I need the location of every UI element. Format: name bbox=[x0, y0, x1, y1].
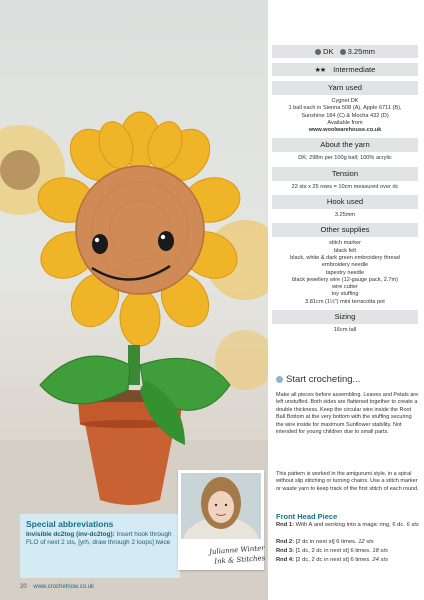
supply-item: toy stuffing bbox=[331, 291, 359, 298]
yarn-weight-hook-row bbox=[272, 45, 418, 58]
sizing-text: 16cm tall bbox=[333, 327, 357, 334]
hook-used-heading: Hook used bbox=[272, 195, 418, 209]
yarn-weight: DK bbox=[315, 47, 334, 56]
designer-portrait bbox=[181, 473, 261, 539]
round-1: Rnd 1: With A and working into a magic ring, 6 dc. 6 sts bbox=[276, 522, 419, 528]
abbreviation-definition: Insert hook through FLO of next 2 sts, [yrh, draw through 2 loops] twice bbox=[26, 531, 172, 546]
about-yarn-heading: About the yarn bbox=[272, 138, 418, 152]
front-head-heading: Front Head Piece bbox=[276, 512, 338, 521]
sizing-heading: Sizing bbox=[272, 310, 418, 324]
supply-item: black, white & dark green embroidery thread bbox=[290, 254, 400, 261]
hook-used-text: 3.25mm bbox=[334, 212, 356, 219]
abbreviation-entry bbox=[26, 531, 174, 547]
supply-item: embroidery needle bbox=[321, 262, 369, 269]
supply-item: 3.81cm (1½") mini terracotta pot bbox=[305, 298, 385, 305]
start-crocheting-heading: Start crocheting... bbox=[276, 374, 360, 385]
yarn-used-text: Cygnet DK 1 ball each in Sienna 508 (A), Apple 6711 (B), Sunshine 184 (C) & Mocha 432 (D) Available from www.woolwarehouse.co.uk bbox=[288, 98, 402, 134]
bullet-icon bbox=[276, 376, 283, 383]
round-2: Rnd 2: [2 dc in next st] 6 times. 12 sts bbox=[276, 539, 374, 545]
abbreviations-heading: Special abbreviations bbox=[26, 519, 114, 529]
page-number: 20 bbox=[20, 584, 27, 590]
difficulty-stars-icon: ★★ bbox=[314, 66, 326, 74]
supply-item: stitch marker bbox=[328, 240, 361, 247]
supply-item: black felt bbox=[333, 247, 357, 254]
footer-website: www.crochetnow.co.uk bbox=[33, 584, 95, 590]
yarn-ball-icon bbox=[315, 49, 321, 55]
special-abbreviations-box bbox=[20, 514, 180, 578]
other-supplies-list bbox=[272, 240, 418, 306]
designer-name: Julianne Winter bbox=[208, 544, 265, 557]
yarn-website-link[interactable]: www.woolwarehouse.co.uk bbox=[308, 127, 382, 134]
other-supplies-heading: Other supplies bbox=[272, 223, 418, 237]
difficulty-level: Intermediate bbox=[333, 65, 376, 74]
hook-size: 3.25mm bbox=[340, 47, 375, 56]
designer-brand: Ink & Stitches bbox=[214, 554, 266, 566]
round-3: Rnd 3: [1 dc, 2 dc in next st] 6 times. 18 sts bbox=[276, 548, 388, 554]
abbreviation-term: Invisible dc2tog (inv-dc2tog): bbox=[26, 531, 115, 538]
hook-icon bbox=[340, 49, 346, 55]
yarn-used-heading: Yarn used bbox=[272, 81, 418, 95]
page-footer bbox=[20, 584, 94, 590]
pattern-info-column bbox=[272, 45, 418, 337]
instructions-paragraph-2: This pattern is worked in the amigurumi style, in a spiral without slip stitching or turning chains. Use a stitch marker or waste yarn to keep track of the first stitch of each round. bbox=[276, 471, 419, 492]
supply-item: black jewellery wire (12-gauge pack, 2.7m) bbox=[291, 276, 399, 283]
tension-heading: Tension bbox=[272, 167, 418, 181]
instructions-paragraph-1: Make all pieces before assembling. Leaves and Petals are left unstuffed. Both sides are flattened together to create a double thickness. Keep the circular wire inside the Root Ball Bottom at the very bottom with the stuffing securing the wire inside for maximum Sunflower stability. Not intended for young children due to small parts. bbox=[276, 392, 419, 436]
supply-item: wire cutter bbox=[332, 284, 358, 291]
tension-text: 22 sts x 25 rows = 10cm measured over dc bbox=[291, 183, 399, 190]
difficulty-row bbox=[272, 63, 418, 76]
about-yarn-text: DK; 298m per 100g ball; 100% acrylic bbox=[298, 155, 392, 162]
round-4: Rnd 4: [2 dc, 2 dc in next st] 6 times. 24 sts bbox=[276, 557, 388, 563]
supply-item: tapestry needle bbox=[325, 269, 365, 276]
